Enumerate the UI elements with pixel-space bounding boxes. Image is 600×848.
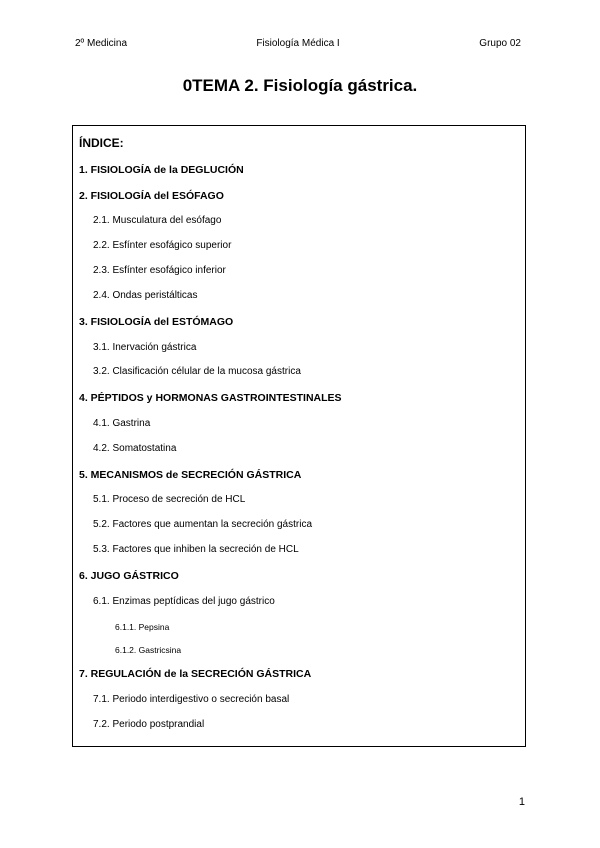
toc-item[interactable]: 2.4. Ondas peristálticas <box>93 290 198 301</box>
header-course: 2º Medicina <box>75 38 128 49</box>
toc-item[interactable]: 6.1.2. Gastricsina <box>115 645 182 655</box>
header-subject: Fisiología Médica I <box>256 38 340 49</box>
toc-item[interactable]: 5.1. Proceso de secreción de HCL <box>93 494 246 505</box>
toc-item[interactable]: 5.2. Factores que aumentan la secreción gástrica <box>93 519 313 530</box>
header-group: Grupo 02 <box>479 38 521 49</box>
document-title: 0TEMA 2. Fisiología gástrica. <box>182 76 418 95</box>
toc-item[interactable]: 7.2. Periodo postprandial <box>93 719 205 730</box>
toc-item[interactable]: 2. FISIOLOGÍA del ESÓFAGO <box>79 190 224 202</box>
toc-item[interactable]: 5.3. Factores que inhiben la secreción de HCL <box>93 544 299 555</box>
toc-item[interactable]: 2.1. Musculatura del esófago <box>93 215 222 226</box>
toc-item[interactable]: 7. REGULACIÓN de la SECRECIÓN GÁSTRICA <box>79 668 312 680</box>
toc-item[interactable]: 2.3. Esfínter esofágico inferior <box>93 265 226 276</box>
toc-item[interactable]: 1. FISIOLOGÍA de la DEGLUCIÓN <box>79 164 244 176</box>
toc-item[interactable]: 2.2. Esfínter esofágico superior <box>93 240 232 251</box>
toc-item[interactable]: 6.1.1. Pepsina <box>115 622 170 632</box>
toc-item[interactable]: 4.2. Somatostatina <box>93 443 177 454</box>
toc-item[interactable]: 3. FISIOLOGÍA del ESTÓMAGO <box>79 316 234 328</box>
toc-item[interactable]: 4.1. Gastrina <box>93 418 151 429</box>
table-of-contents <box>72 125 526 747</box>
toc-heading: ÍNDICE: <box>79 136 124 150</box>
toc-item[interactable]: 7.1. Periodo interdigestivo o secreción basal <box>93 694 290 705</box>
toc-item[interactable]: 5. MECANISMOS de SECRECIÓN GÁSTRICA <box>79 469 302 481</box>
toc-item[interactable]: 6. JUGO GÁSTRICO <box>79 570 179 582</box>
toc-item[interactable]: 3.2. Clasificación célular de la mucosa gástrica <box>93 366 301 377</box>
page-header <box>75 38 521 52</box>
toc-item[interactable]: 6.1. Enzimas peptídicas del jugo gástrico <box>93 596 275 607</box>
page-number: 1 <box>518 796 525 808</box>
toc-item[interactable]: 4. PÉPTIDOS y HORMONAS GASTROINTESTINALES <box>79 392 342 404</box>
toc-item[interactable]: 3.1. Inervación gástrica <box>93 342 197 353</box>
